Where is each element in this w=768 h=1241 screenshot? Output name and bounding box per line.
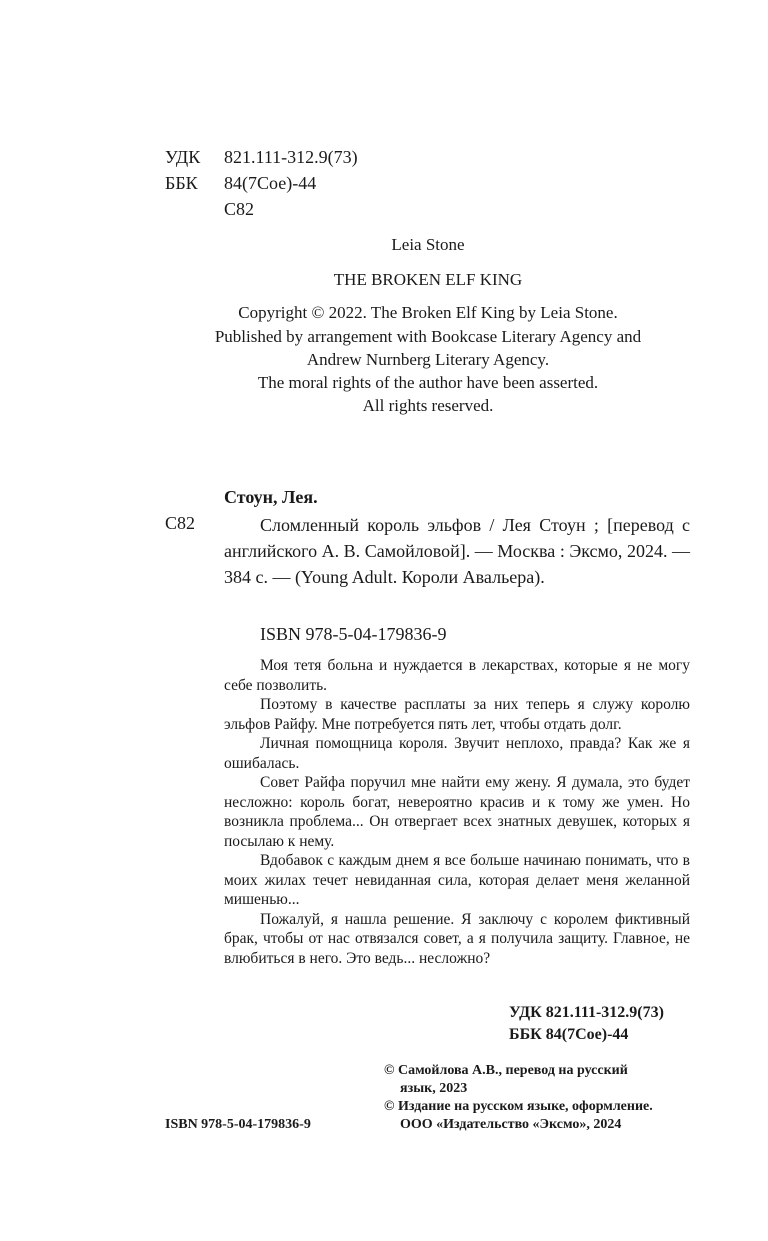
original-title: THE BROKEN ELF KING	[333, 270, 523, 289]
catalog-isbn: ISBN 978-5-04-179836-9	[260, 624, 447, 644]
annotation-paragraph: Поэтому в качестве расплаты за них теперь я служу королю эльфов Райфу. Мне потребуется пять лет, чтобы отдать долг.	[224, 696, 690, 733]
author-code: С82	[224, 199, 255, 219]
catalog-description: Сломленный король эльфов / Лея Стоун ; [перевод с английского А. В. Самойловой]. — Москва : Эксмо, 2024. — 384 с. — (Young Adult. Короли Авальера).	[224, 515, 690, 587]
copyright-edition-line-1: © Издание на русском языке, оформление.	[384, 1099, 653, 1114]
original-author: Leia Stone	[391, 235, 465, 254]
footer-isbn: ISBN 978-5-04-179836-9	[165, 1117, 311, 1132]
copyright-edition-line-2: ООО «Издательство «Эксмо», 2024	[400, 1117, 622, 1132]
udk-label: УДК	[165, 147, 201, 167]
copyright-line-5: All rights reserved.	[362, 396, 494, 415]
udk-value: 821.111-312.9(73)	[224, 147, 358, 167]
bbk-value: 84(7Сое)-44	[224, 173, 317, 193]
annotation-paragraph: Личная помощница короля. Звучит неплохо, правда? Как же я ошибалась.	[224, 735, 690, 772]
copyright-translation-line-1: © Самойлова А.В., перевод на русский	[384, 1063, 628, 1078]
copyright-line-3: Andrew Nurnberg Literary Agency.	[306, 350, 550, 369]
bbk-label: ББК	[165, 173, 198, 193]
annotation-paragraph: Вдобавок с каждым днем я все больше начинаю понимать, что в моих жилах течет невиданная сила, которая делает меня желанной мишенью...	[224, 852, 690, 908]
footer-udk: УДК 821.111-312.9(73)	[509, 1004, 664, 1021]
annotation-paragraph: Совет Райфа поручил мне найти ему жену. Я думала, это будет несложно: король богат, невероятно красив и к тому же умен. Но возникла проблема... Он отвергает всех знатных девушек, которых я посылаю к нему.	[224, 774, 690, 850]
copyright-line-4: The moral rights of the author have been asserted.	[257, 373, 599, 392]
annotation	[224, 656, 690, 968]
copyright-line-1: Copyright © 2022. The Broken Elf King by Leia Stone.	[238, 303, 618, 322]
footer-bbk: ББК 84(7Сое)-44	[509, 1026, 629, 1043]
catalog-author-heading: Стоун, Лея.	[224, 487, 318, 507]
annotation-paragraph: Моя тетя больна и нуждается в лекарствах, которые я не могу себе позволить.	[224, 657, 690, 694]
catalog-code: С82	[165, 513, 196, 533]
annotation-paragraph: Пожалуй, я нашла решение. Я заключу с королем фиктивный брак, чтобы от нас отвязался совет, а я получила защиту. Главное, не влюбиться в него. Это ведь... несложно?	[224, 910, 690, 967]
copyright-line-2: Published by arrangement with Bookcase Literary Agency and	[214, 327, 642, 346]
copyright-translation-line-2: язык, 2023	[400, 1081, 468, 1096]
